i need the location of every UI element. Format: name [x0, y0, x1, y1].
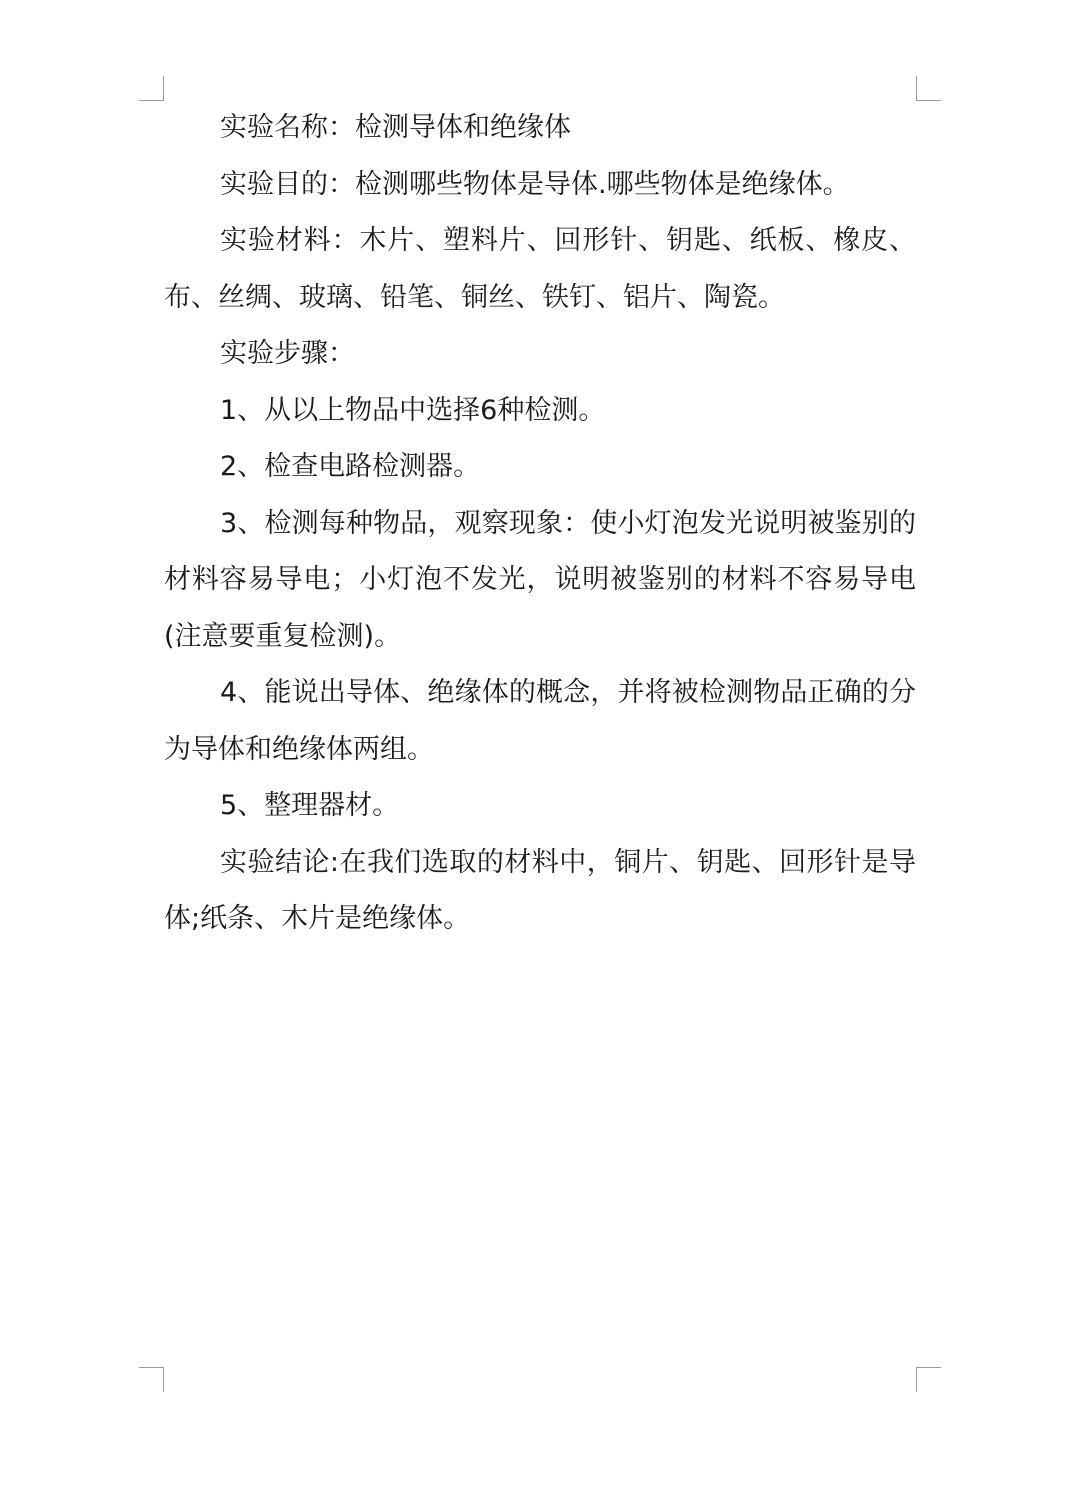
experiment-steps-heading: 实验步骤： [220, 338, 355, 369]
experiment-materials: 实验材料：木片、塑料片、回形针、钥匙、纸板、橡皮、布、丝绸、玻璃、铅笔、铜丝、铁钉、铝片、陶瓷。 [164, 225, 916, 313]
experiment-purpose: 实验目的：检测哪些物体是导体.哪些物体是绝缘体。 [220, 168, 850, 200]
crop-mark-bottom-left [139, 1367, 164, 1392]
step-3: 3、检测每种物品，观察现象：使小灯泡发光说明被鉴别的材料容易导电；小灯泡不发光，说明被鉴别的材料不容易导电(注意要重复检测)。 [164, 507, 916, 652]
step-4: 4、能说出导体、绝缘体的概念，并将被检测物品正确的分为导体和绝缘体两组。 [164, 677, 916, 765]
experiment-conclusion: 实验结论:在我们选取的材料中，铜片、钥匙、回形针是导体;纸条、木片是绝缘体。 [164, 846, 916, 934]
step-5: 5、整理器材。 [220, 790, 400, 821]
experiment-name: 实验名称：检测导体和绝缘体 [220, 112, 571, 143]
step-2: 2、检查电路检测器。 [220, 451, 481, 482]
crop-mark-bottom-right [916, 1367, 941, 1392]
document-body [164, 100, 916, 948]
crop-mark-top-left [139, 76, 164, 101]
step-1: 1、从以上物品中选择6种检测。 [220, 394, 606, 426]
crop-mark-top-right [916, 76, 941, 101]
